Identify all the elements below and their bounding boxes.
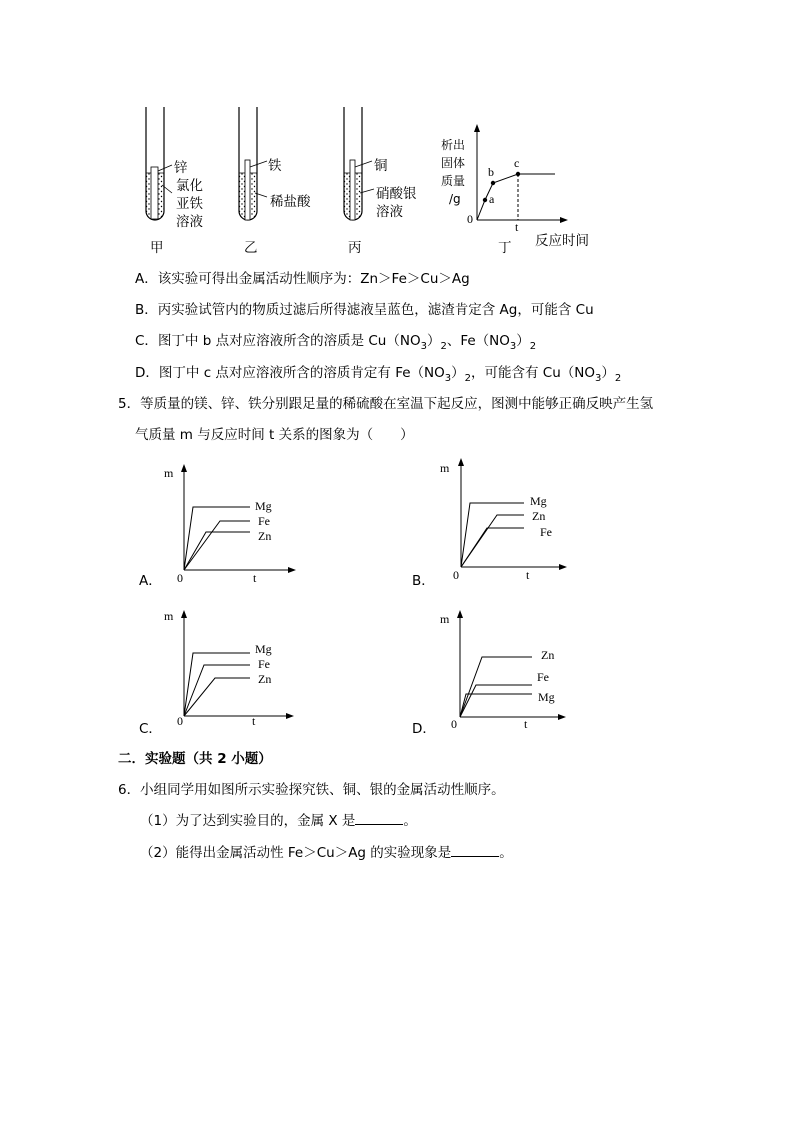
q5-graph-b-series-3: Fe [540, 525, 552, 539]
q5-graph-c-series-1: Mg [255, 642, 272, 656]
q5-graph-c-line-mg [184, 653, 250, 716]
q5-graph-a-series-2: Fe [258, 514, 270, 528]
q5-graph-c-series-3: Zn [258, 672, 272, 686]
q6-sub-1-blank[interactable] [355, 812, 403, 825]
point-b-dot [491, 181, 495, 185]
q5-graph-d-origin: 0 [451, 717, 457, 731]
graph-ding-point-c: c [514, 156, 520, 170]
tube-jia-caption: 甲 [150, 240, 164, 256]
q5-graph-c-origin: 0 [177, 714, 183, 728]
q5-graph-b-series-2: Zn [532, 509, 546, 523]
graph-ding-caption: 丁 [498, 240, 512, 256]
q5-line-1: 5．等质量的镁、锌、铁分别跟足量的稀硫酸在室温下起反应，图测中能够正确反映产生氢 [118, 396, 654, 412]
tube-bing-label-1: 铜 [374, 158, 388, 174]
tube-bing-label-3: 溶液 [376, 204, 403, 220]
q6-sub-1: （1）为了达到实验目的，金属 X 是 。 [140, 813, 417, 829]
section-2-title: 二．实验题（共 2 小题） [118, 751, 272, 767]
q5-option-b-label: B． [412, 573, 435, 589]
q5-graph-a-series-3: Zn [258, 529, 272, 543]
q5-line-2: 气质量 m 与反应时间 t 关系的图象为（ ） [135, 427, 414, 443]
q5-graph-b-origin: 0 [453, 568, 459, 582]
q5-graph-b-series-1: Mg [530, 494, 547, 508]
q5-graph-c-line-zn [184, 678, 250, 716]
graph-ding [466, 122, 576, 232]
q5-graph-d-ylabel: m [440, 612, 450, 626]
q5-graph-c-series-2: Fe [258, 657, 270, 671]
q5-graph-d-series-3: Mg [538, 690, 555, 704]
q5-graph-a-xlabel: t [253, 571, 257, 585]
q5-graph-c-ylabel: m [164, 609, 174, 623]
q6-sub-2-blank[interactable] [451, 844, 499, 857]
q5-graph-d-xlabel: t [524, 717, 528, 731]
q5-graph-b-ylabel: m [440, 461, 450, 475]
q5-graph-d-line-zn [460, 657, 532, 717]
tube-yi-caption: 乙 [244, 240, 258, 256]
graph-ding-ylabel: 析出 固体 质量 /g [441, 138, 466, 206]
graph-ding-xlabel: 反应时间 [535, 233, 589, 249]
q4-option-d: D．图丁中 c 点对应溶液所含的溶质肯定有 $Fe(NO_3)_2$，可能含有 $Cu(NO_3)_2$ [135, 365, 622, 384]
q5-graph-d-series-2: Fe [537, 670, 549, 684]
point-a-dot [483, 198, 487, 202]
q5-graph-d-line-fe [460, 685, 532, 717]
q5-option-d-label: D． [412, 721, 436, 737]
graph-ding-t: t [515, 220, 519, 234]
q5-graph-a-ylabel: m [164, 466, 174, 480]
tube-jia-label-2: 氯化 [176, 178, 203, 194]
tube-jia-label-3: 亚铁 [176, 196, 203, 212]
q5-graph-c-line-fe [184, 665, 250, 716]
tube-yi-label-2: 稀盐酸 [270, 194, 311, 210]
q5-graph-a-line-zn [184, 532, 250, 570]
q5-graph-a-origin: 0 [177, 571, 183, 585]
tube-jia-label-4: 溶液 [176, 214, 203, 230]
q5-graph-b-axes [457, 456, 582, 571]
q5-graph-d-line-mg [460, 694, 532, 717]
q4-option-a: A．该实验可得出金属活动性顺序为：Zn＞Fe＞Cu＞Ag [135, 271, 470, 287]
q5-option-c-label: C． [139, 721, 162, 737]
q5-option-a-label: A． [139, 573, 162, 589]
graph-ding-point-a: a [489, 192, 495, 206]
q6-stem: 6．小组同学用如图所示实验探究铁、铜、银的金属活动性顺序。 [118, 782, 505, 798]
q4-option-b: B．丙实验试管内的物质过滤后所得滤液呈蓝色，滤渣肯定含 Ag，可能含 Cu [135, 302, 594, 318]
q5-graph-a-line-mg [184, 507, 250, 570]
tube-bing-label-2: 硝酸银 [376, 186, 417, 202]
q5-graph-b-xlabel: t [526, 568, 530, 582]
tube-yi-label-1: 铁 [268, 158, 282, 174]
q5-graph-d-series-1: Zn [541, 648, 555, 662]
q5-graph-a-axes [180, 462, 305, 574]
graph-ding-point-b: b [488, 165, 494, 179]
tube-jia-label-1: 锌 [174, 160, 188, 176]
q5-graph-c-axes [180, 608, 305, 720]
q5-graph-b-line-zn [461, 515, 524, 567]
q5-graph-c-xlabel: t [252, 714, 256, 728]
q5-graph-a-series-1: Mg [255, 499, 272, 513]
q5-graph-b-line-mg [461, 503, 524, 567]
q5-graph-a-line-fe [184, 521, 250, 570]
q6-sub-2: （2）能得出金属活动性 Fe＞Cu＞Ag 的实验现象是 。 [140, 845, 513, 861]
q5-graph-b-line-fe [461, 528, 524, 567]
q4-option-c: C．图丁中 b 点对应溶液所含的溶质是 $Cu(NO_3)_2$、$Fe(NO_3)_2$ [135, 333, 537, 352]
tube-bing-caption: 丙 [348, 240, 362, 256]
graph-ding-origin: 0 [467, 212, 473, 226]
q5-graph-d-axes [456, 608, 581, 720]
